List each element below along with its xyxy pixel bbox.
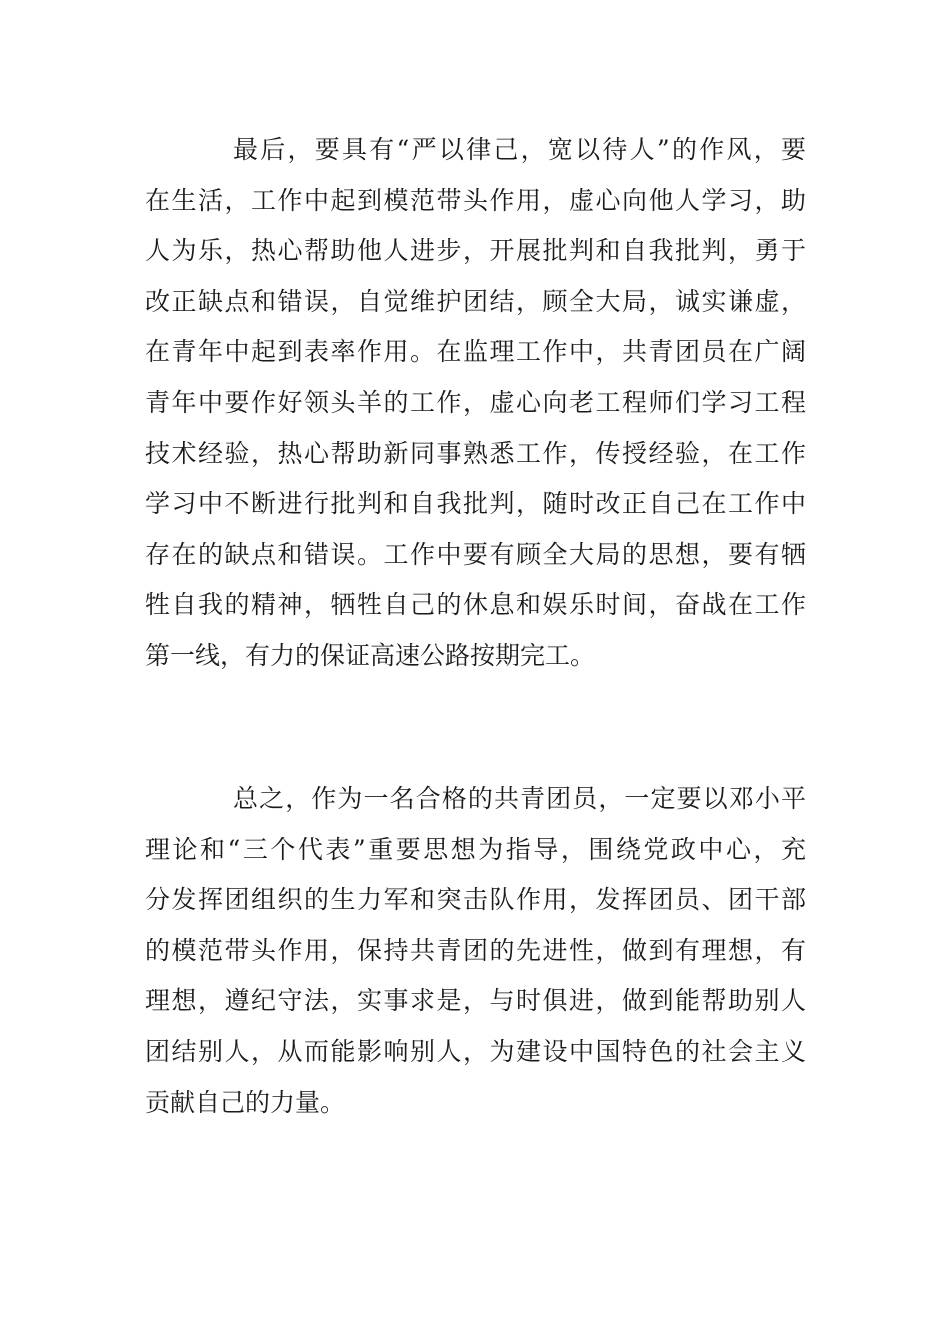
paragraph-summary (145, 774, 806, 1128)
paragraph-line: 技术经验，热心帮助新同事熟悉工作，传授经验，在工作 (145, 438, 806, 468)
paragraph-line: 的模范带头作用，保持共青团的先进性，做到有理想，有 (145, 935, 806, 965)
paragraph-line: 青年中要作好领头羊的工作，虚心向老工程师们学习工程 (145, 387, 806, 417)
paragraph-line: 最后，要具有“严以律己，宽以待人”的作风，要 (233, 135, 806, 164)
paragraph-line: 在青年中起到表率作用。在监理工作中，共青团员在广阔 (145, 337, 806, 367)
paragraph-line: 团结别人，从而能影响别人，为建设中国特色的社会主义 (145, 1036, 806, 1066)
paragraph-line: 人为乐，热心帮助他人进步，开展批判和自我批判，勇于 (145, 236, 806, 266)
paragraph-line: 在生活，工作中起到模范带头作用，虚心向他人学习，助 (145, 185, 806, 215)
paragraph-line: 理想，遵纪守法，实事求是，与时俱进，做到能帮助别人 (145, 986, 806, 1016)
paragraph-line: 理论和“三个代表”重要思想为指导，围绕党政中心，充 (145, 834, 806, 864)
paragraph-line: 总之，作为一名合格的共青团员，一定要以邓小平 (233, 784, 806, 813)
paragraph-conclusion-conduct (145, 125, 806, 682)
paragraph-line: 分发挥团组织的生力军和突击队作用，发挥团员、团干部 (145, 885, 806, 915)
paragraph-line: 贡献自己的力量。 (145, 1087, 346, 1117)
paragraph-line: 学习中不断进行批判和自我批判，随时改正自己在工作中 (145, 489, 806, 519)
paragraph-line: 存在的缺点和错误。工作中要有顾全大局的思想，要有牺 (145, 539, 806, 569)
paragraph-line: 牲自我的精神，牺牲自己的休息和娱乐时间，奋战在工作 (145, 590, 806, 620)
paragraph-line: 第一线，有力的保证高速公路按期完工。 (145, 640, 596, 670)
paragraph-line: 改正缺点和错误，自觉维护团结，顾全大局，诚实谦虚， (145, 286, 806, 316)
